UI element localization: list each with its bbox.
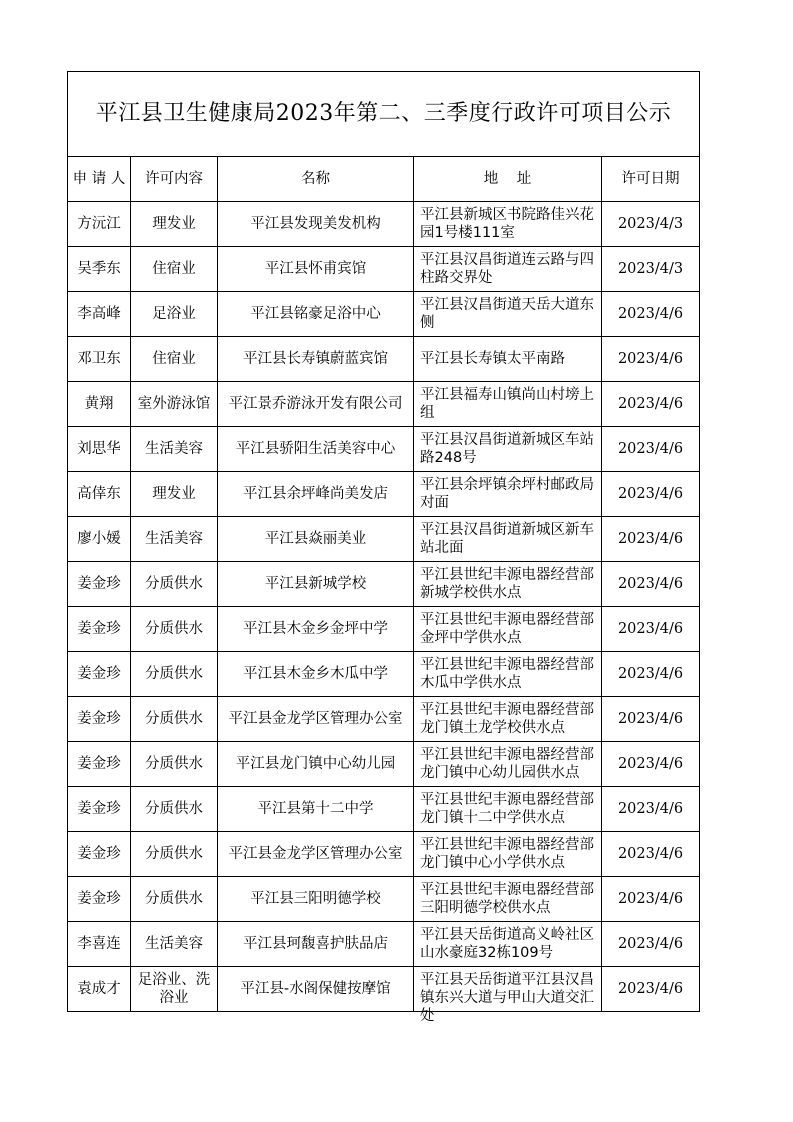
table-row (68, 922, 700, 967)
name-cell: 平江县-水阁保健按摩馆 (218, 967, 414, 1012)
header-applicant: 申 请 人 (68, 157, 131, 202)
address-cell (414, 607, 602, 652)
address-text: 平江县长寿镇太平南路 (420, 351, 565, 367)
table-row (68, 787, 700, 832)
name-cell: 平江县铭豪足浴中心 (218, 292, 414, 337)
content-cell: 分质供水 (131, 742, 218, 787)
name-cell: 平江县珂馥喜护肤品店 (218, 922, 414, 967)
content-cell: 分质供水 (131, 652, 218, 697)
name-cell: 平江县长寿镇蔚蓝宾馆 (218, 337, 414, 382)
date-cell: 2023/4/6 (602, 697, 700, 742)
address-text: 平江县世纪丰源电器经营部新城学校供水点 (420, 567, 594, 601)
address-text: 平江县天岳街道平江县汉昌镇东兴大道与甲山大道交汇处 (420, 972, 594, 1024)
table-row (68, 742, 700, 787)
table-row (68, 562, 700, 607)
address-text: 平江县汉昌街道天岳大道东侧 (420, 297, 594, 331)
address-cell (414, 832, 602, 877)
table-row (68, 427, 700, 472)
table-row (68, 832, 700, 877)
applicant-cell: 姜金珍 (68, 787, 131, 832)
name-cell: 平江县余坪峰尚美发店 (218, 472, 414, 517)
date-cell: 2023/4/6 (602, 742, 700, 787)
applicant-cell: 姜金珍 (68, 832, 131, 877)
content-cell: 足浴业 (131, 292, 218, 337)
name-cell: 平江县骄阳生活美容中心 (218, 427, 414, 472)
content-cell: 住宿业 (131, 337, 218, 382)
name-cell: 平江县新城学校 (218, 562, 414, 607)
address-cell (414, 697, 602, 742)
content-cell: 生活美容 (131, 922, 218, 967)
applicant-cell: 方沅江 (68, 202, 131, 247)
content-cell: 生活美容 (131, 427, 218, 472)
table-row (68, 337, 700, 382)
content-cell: 理发业 (131, 202, 218, 247)
name-cell: 平江县发现美发机构 (218, 202, 414, 247)
table-row (68, 292, 700, 337)
address-cell (414, 922, 602, 967)
page-title: 平江县卫生健康局2023年第二、三季度行政许可项目公示 (68, 72, 700, 157)
address-cell (414, 517, 602, 562)
address-text: 平江县世纪丰源电器经营部木瓜中学供水点 (420, 657, 594, 691)
address-cell (414, 877, 602, 922)
date-cell: 2023/4/6 (602, 382, 700, 427)
name-cell: 平江县金龙学区管理办公室 (218, 832, 414, 877)
name-cell: 平江县龙门镇中心幼儿园 (218, 742, 414, 787)
header-address: 地 址 (414, 157, 602, 202)
address-cell (414, 202, 602, 247)
address-cell (414, 742, 602, 787)
table-row (68, 202, 700, 247)
name-cell: 平江县怀甫宾馆 (218, 247, 414, 292)
applicant-cell: 黄翔 (68, 382, 131, 427)
address-cell (414, 472, 602, 517)
applicant-cell: 姜金珍 (68, 607, 131, 652)
applicant-cell: 邓卫东 (68, 337, 131, 382)
applicant-cell: 吴季东 (68, 247, 131, 292)
date-cell: 2023/4/3 (602, 247, 700, 292)
address-text: 平江县汉昌街道新城区车站路248号 (420, 432, 594, 466)
address-text: 平江县世纪丰源电器经营部龙门镇十二中学供水点 (420, 792, 594, 826)
address-text: 平江县汉昌街道新城区新车站北面 (420, 522, 594, 556)
date-cell: 2023/4/6 (602, 967, 700, 1012)
date-cell: 2023/4/6 (602, 562, 700, 607)
table-row (68, 472, 700, 517)
address-text: 平江县世纪丰源电器经营部金坪中学供水点 (420, 612, 594, 646)
content-cell: 分质供水 (131, 877, 218, 922)
address-cell (414, 292, 602, 337)
address-text: 平江县世纪丰源电器经营部龙门镇中心小学供水点 (420, 837, 594, 871)
name-cell: 平江县木金乡木瓜中学 (218, 652, 414, 697)
table-row (68, 697, 700, 742)
address-text: 平江县新城区书院路佳兴花园1号楼111室 (420, 207, 594, 241)
name-cell: 平江县第十二中学 (218, 787, 414, 832)
header-date: 许可日期 (602, 157, 700, 202)
date-cell: 2023/4/6 (602, 652, 700, 697)
content-cell: 生活美容 (131, 517, 218, 562)
address-text: 平江县世纪丰源电器经营部龙门镇土龙学校供水点 (420, 702, 594, 736)
address-cell (414, 562, 602, 607)
name-cell: 平江县焱丽美业 (218, 517, 414, 562)
content-cell: 分质供水 (131, 787, 218, 832)
name-cell: 平江县三阳明德学校 (218, 877, 414, 922)
date-cell: 2023/4/6 (602, 877, 700, 922)
header-row (68, 157, 700, 202)
content-cell: 足浴业、洗浴业 (131, 967, 218, 1012)
address-cell (414, 427, 602, 472)
date-cell: 2023/4/6 (602, 337, 700, 382)
address-text: 平江县天岳街道高义岭社区山水豪庭32栋109号 (420, 927, 594, 961)
name-cell: 平江景乔游泳开发有限公司 (218, 382, 414, 427)
address-cell (414, 652, 602, 697)
address-text: 平江县余坪镇余坪村邮政局对面 (420, 477, 594, 511)
table-row (68, 607, 700, 652)
applicant-cell: 李喜连 (68, 922, 131, 967)
content-cell: 分质供水 (131, 697, 218, 742)
content-cell: 理发业 (131, 472, 218, 517)
address-text: 平江县福寿山镇尚山村塝上组 (420, 387, 594, 421)
header-content: 许可内容 (131, 157, 218, 202)
address-cell (414, 382, 602, 427)
applicant-cell: 姜金珍 (68, 652, 131, 697)
content-cell: 住宿业 (131, 247, 218, 292)
applicant-cell: 刘思华 (68, 427, 131, 472)
applicant-cell: 高倖东 (68, 472, 131, 517)
applicant-cell: 廖小媛 (68, 517, 131, 562)
title-row (68, 72, 700, 157)
address-cell (414, 337, 602, 382)
table-row (68, 652, 700, 697)
applicant-cell: 姜金珍 (68, 562, 131, 607)
content-cell: 分质供水 (131, 832, 218, 877)
table-row (68, 967, 700, 1012)
name-cell: 平江县木金乡金坪中学 (218, 607, 414, 652)
address-text: 平江县汉昌街道连云路与四柱路交界处 (420, 252, 594, 286)
applicant-cell: 姜金珍 (68, 697, 131, 742)
permit-table (67, 71, 700, 1024)
date-cell: 2023/4/6 (602, 607, 700, 652)
address-cell (414, 967, 602, 1024)
date-cell: 2023/4/6 (602, 922, 700, 967)
table-row (68, 247, 700, 292)
table-row (68, 517, 700, 562)
address-cell (414, 247, 602, 292)
address-cell (414, 787, 602, 832)
date-cell: 2023/4/6 (602, 427, 700, 472)
address-text: 平江县世纪丰源电器经营部三阳明德学校供水点 (420, 882, 594, 916)
content-cell: 分质供水 (131, 562, 218, 607)
applicant-cell: 姜金珍 (68, 877, 131, 922)
date-cell: 2023/4/6 (602, 787, 700, 832)
header-name: 名称 (218, 157, 414, 202)
date-cell: 2023/4/6 (602, 292, 700, 337)
applicant-cell: 袁成才 (68, 967, 131, 1012)
date-cell: 2023/4/3 (602, 202, 700, 247)
date-cell: 2023/4/6 (602, 472, 700, 517)
content-cell: 分质供水 (131, 607, 218, 652)
address-text: 平江县世纪丰源电器经营部龙门镇中心幼儿园供水点 (420, 747, 594, 781)
applicant-cell: 姜金珍 (68, 742, 131, 787)
table-row (68, 382, 700, 427)
table-row (68, 877, 700, 922)
applicant-cell: 李高峰 (68, 292, 131, 337)
date-cell: 2023/4/6 (602, 832, 700, 877)
date-cell: 2023/4/6 (602, 517, 700, 562)
content-cell: 室外游泳馆 (131, 382, 218, 427)
name-cell: 平江县金龙学区管理办公室 (218, 697, 414, 742)
